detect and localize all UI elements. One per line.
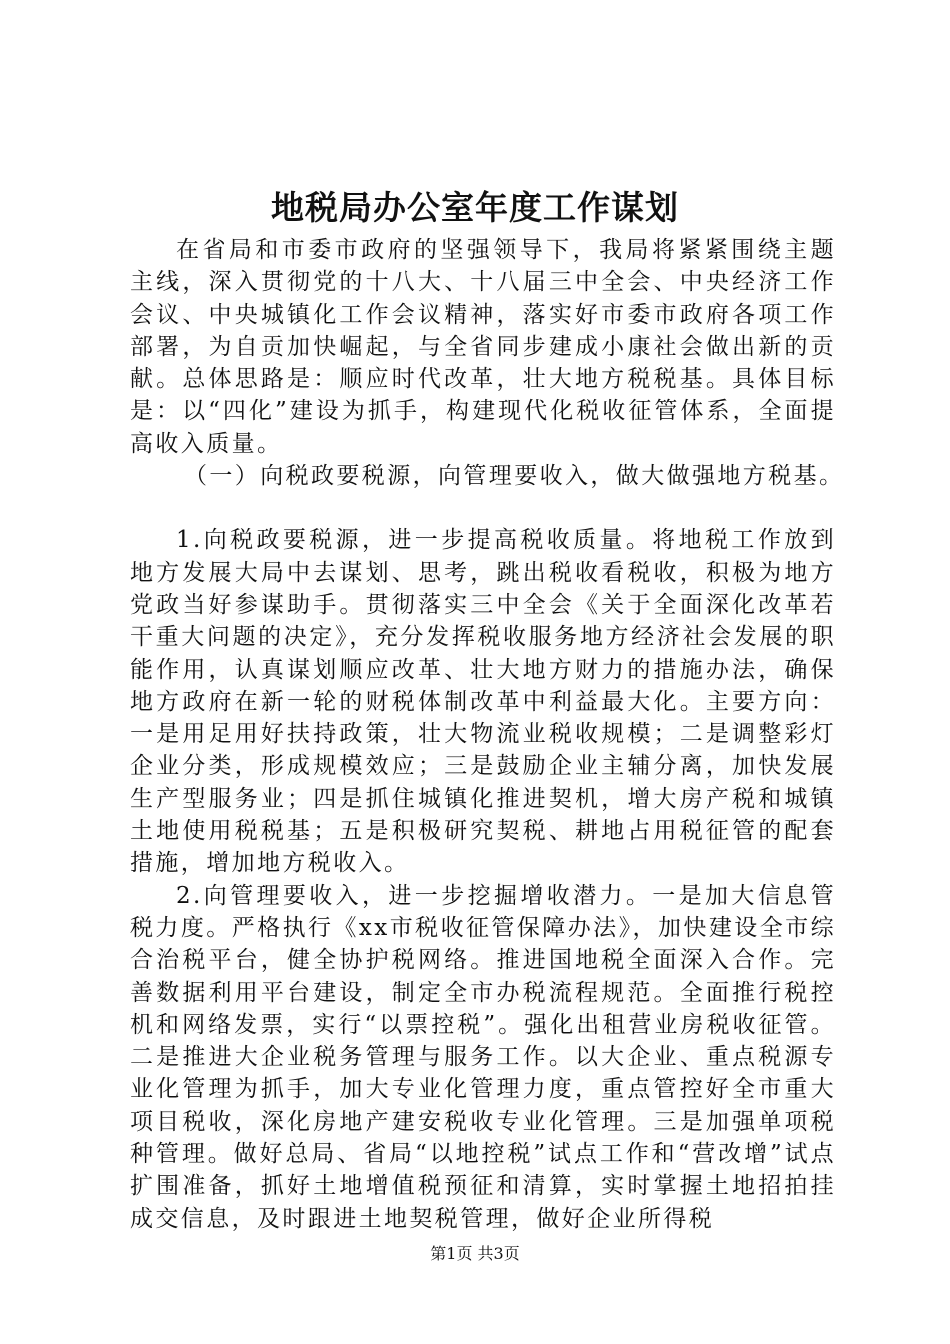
item-paragraph-2: 2.向管理要收入，进一步挖掘增收潜力。一是加大信息管税力度。严格执行《xx市税收征管保障办法》，加快建设全市综合治税平台，健全协护税网络。推进国地税全面深入合作。完善数据利用平台建设，制定全市办税流程规范。全面推行税控机和网络发票，实行“以票控税”。强化出租营业房税收征管。二是推进大企业税务管理与服务工作。以大企业、重点税源专业化管理为抓手，加大专业化管理力度，重点管控好全市重大项目税收，深化房地产建安税收专业化管理。三是加强单项税种管理。做好总局、省局“以地控税”试点工作和“营改增”试点扩围准备，抓好土地增值税预征和清算，实时掌握土地招拍挂成交信息，及时跟进土地契税管理，做好企业所得税 bbox=[130, 882, 836, 1232]
item-paragraph-1: 1.向税政要税源，进一步提高税收质量。将地税工作放到地方发展大局中去谋划、思考，跳出税收看税收，积极为地方党政当好参谋助手。贯彻落实三中全会《关于全面深化改革若干重大问题的决定》，充分发挥税收服务地方经济社会发展的职能作用，认真谋划顺应改革、壮大地方财力的措施办法，确保地方政府在新一轮的财税体制改革中利益最大化。主要方向：一是用足用好扶持政策，壮大物流业税收规模；二是调整彩灯企业分类，形成规模效应；三是鼓励企业主辅分离，加快发展生产型服务业；四是抓住城镇化推进契机，增大房产税和城镇土地使用税税基；五是积极研究契税、耕地占用税征管的配套措施，增加地方税收入。 bbox=[130, 527, 836, 877]
document-body bbox=[130, 234, 845, 1235]
page-footer: 第1页 共3页 bbox=[430, 1244, 520, 1263]
document-title: 地税局办公室年度工作谋划 bbox=[271, 188, 679, 227]
section-heading: （一）向税政要税源，向管理要收入，做大做强地方税基。 bbox=[184, 463, 845, 490]
intro-paragraph: 在省局和市委市政府的坚强领导下，我局将紧紧围绕主题主线，深入贯彻党的十八大、十八届三中全会、中央经济工作会议、中央城镇化工作会议精神，落实好市委市政府各项工作部署，为自贡加快崛起，与全省同步建成小康社会做出新的贡献。总体思路是：顺应时代改革，壮大地方税税基。具体目标是：以“四化”建设为抓手，构建现代化税收征管体系，全面提高收入质量。 bbox=[130, 237, 836, 457]
